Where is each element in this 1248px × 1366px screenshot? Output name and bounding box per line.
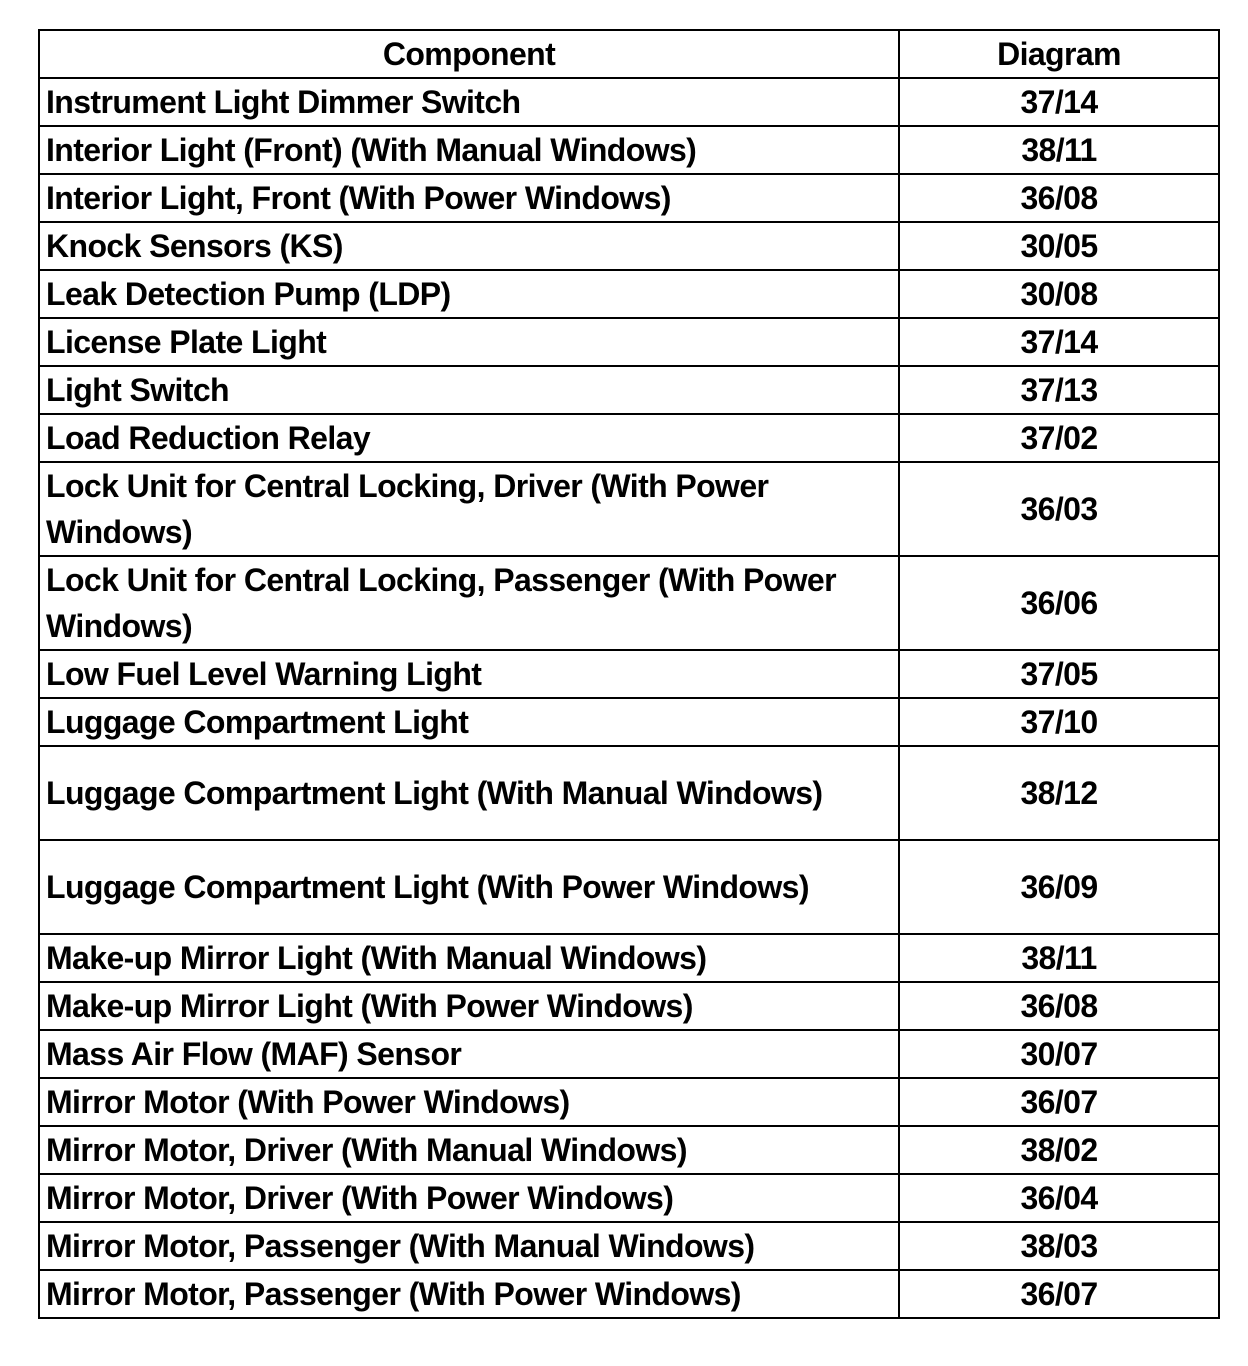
diagram-cell: 36/08 (899, 982, 1219, 1030)
component-diagram-table (38, 29, 1220, 1319)
table-row (39, 414, 1219, 462)
diagram-cell: 36/06 (899, 556, 1219, 650)
component-cell: Instrument Light Dimmer Switch (39, 78, 899, 126)
table-row (39, 1174, 1219, 1222)
component-cell: Light Switch (39, 366, 899, 414)
component-index-sheet (38, 29, 1218, 1319)
header-diagram: Diagram (899, 30, 1219, 78)
diagram-cell: 37/02 (899, 414, 1219, 462)
table-row (39, 746, 1219, 840)
table-row (39, 462, 1219, 556)
table-row (39, 1270, 1219, 1318)
diagram-cell: 30/07 (899, 1030, 1219, 1078)
table-row (39, 982, 1219, 1030)
component-cell: Interior Light (Front) (With Manual Windows) (39, 126, 899, 174)
diagram-cell: 38/11 (899, 126, 1219, 174)
table-row (39, 126, 1219, 174)
component-cell: Mirror Motor, Passenger (With Power Windows) (39, 1270, 899, 1318)
diagram-cell: 36/03 (899, 462, 1219, 556)
component-cell: Lock Unit for Central Locking, Driver (With Power Windows) (39, 462, 899, 556)
component-cell: Luggage Compartment Light (39, 698, 899, 746)
diagram-cell: 38/12 (899, 746, 1219, 840)
component-cell: Load Reduction Relay (39, 414, 899, 462)
component-cell: Lock Unit for Central Locking, Passenger (With Power Windows) (39, 556, 899, 650)
table-row (39, 1126, 1219, 1174)
component-cell: Luggage Compartment Light (With Manual Windows) (39, 746, 899, 840)
table-row (39, 1030, 1219, 1078)
component-cell: Low Fuel Level Warning Light (39, 650, 899, 698)
diagram-cell: 37/05 (899, 650, 1219, 698)
diagram-cell: 36/09 (899, 840, 1219, 934)
table-row (39, 556, 1219, 650)
table-row (39, 934, 1219, 982)
diagram-cell: 30/08 (899, 270, 1219, 318)
table-row (39, 270, 1219, 318)
diagram-cell: 30/05 (899, 222, 1219, 270)
component-cell: Mass Air Flow (MAF) Sensor (39, 1030, 899, 1078)
diagram-cell: 36/07 (899, 1270, 1219, 1318)
table-row (39, 318, 1219, 366)
table-row (39, 366, 1219, 414)
table-row (39, 78, 1219, 126)
table-row (39, 1078, 1219, 1126)
diagram-cell: 38/02 (899, 1126, 1219, 1174)
component-cell: Mirror Motor, Driver (With Manual Windows) (39, 1126, 899, 1174)
component-cell: Make-up Mirror Light (With Manual Windows) (39, 934, 899, 982)
diagram-cell: 36/04 (899, 1174, 1219, 1222)
diagram-cell: 37/13 (899, 366, 1219, 414)
component-cell: Mirror Motor (With Power Windows) (39, 1078, 899, 1126)
diagram-cell: 36/07 (899, 1078, 1219, 1126)
table-row (39, 174, 1219, 222)
component-cell: Make-up Mirror Light (With Power Windows) (39, 982, 899, 1030)
component-cell: Mirror Motor, Passenger (With Manual Windows) (39, 1222, 899, 1270)
table-row (39, 840, 1219, 934)
component-cell: License Plate Light (39, 318, 899, 366)
diagram-cell: 38/03 (899, 1222, 1219, 1270)
component-cell: Knock Sensors (KS) (39, 222, 899, 270)
diagram-cell: 37/14 (899, 78, 1219, 126)
diagram-cell: 38/11 (899, 934, 1219, 982)
table-row (39, 698, 1219, 746)
table-row (39, 222, 1219, 270)
diagram-cell: 37/14 (899, 318, 1219, 366)
diagram-cell: 36/08 (899, 174, 1219, 222)
table-row (39, 1222, 1219, 1270)
diagram-cell: 37/10 (899, 698, 1219, 746)
table-row (39, 650, 1219, 698)
header-row (39, 30, 1219, 78)
component-cell: Mirror Motor, Driver (With Power Windows) (39, 1174, 899, 1222)
component-cell: Interior Light, Front (With Power Windows) (39, 174, 899, 222)
component-cell: Luggage Compartment Light (With Power Windows) (39, 840, 899, 934)
header-component: Component (39, 30, 899, 78)
component-cell: Leak Detection Pump (LDP) (39, 270, 899, 318)
